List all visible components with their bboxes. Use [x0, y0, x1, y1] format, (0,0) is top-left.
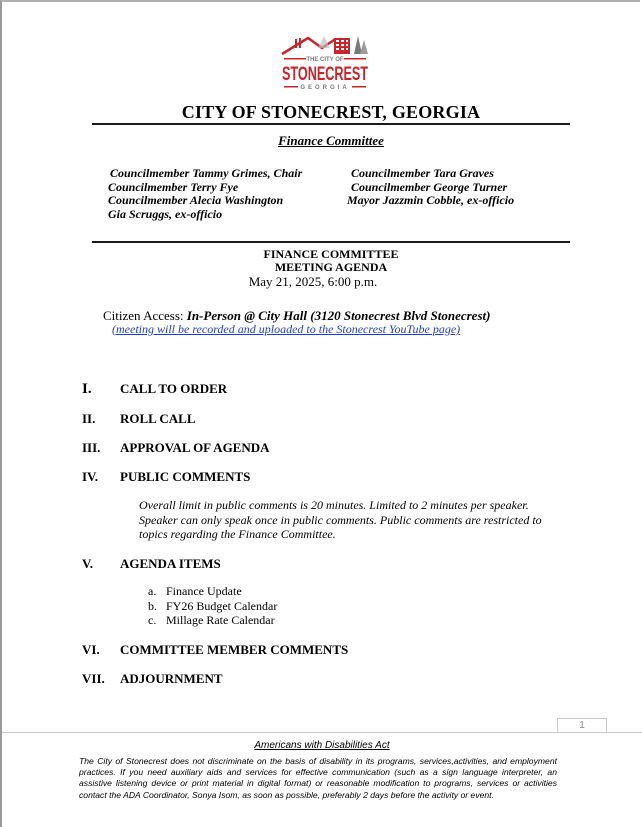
section-number: IV. — [82, 469, 99, 484]
section-title: PUBLIC COMMENTS — [120, 469, 251, 484]
meeting-heading-line1: FINANCE COMMITTEE — [263, 247, 399, 261]
member-name: Gia Scruggs, ex-officio — [108, 206, 223, 221]
section-title: APPROVAL OF AGENDA — [120, 440, 270, 455]
logo-text-stonecrest: STONECREST — [282, 64, 369, 85]
page-number: 1 — [557, 718, 607, 732]
logo-text-city-of: THE CITY OF — [306, 57, 344, 63]
footer-divider — [2, 732, 642, 733]
citizen-access-label: Citizen Access: — [103, 308, 187, 323]
section-number: I. — [82, 381, 92, 397]
item-letter: b. — [148, 599, 157, 613]
section-number: V. — [82, 556, 93, 571]
committee-subtitle: Finance Committee — [278, 133, 384, 148]
page-title: CITY OF STONECREST, GEORGIA — [181, 102, 481, 122]
citizen-access-location: In-Person @ City Hall (3120 Stonecrest Blvd Stonecrest) — [186, 308, 491, 323]
member-name: Councilmember Alecia Washington — [108, 193, 284, 207]
section-title: ADJOURNMENT — [120, 671, 223, 686]
agenda-section-4 — [82, 469, 250, 485]
section-title: AGENDA ITEMS — [120, 556, 221, 571]
logo-text-georgia: GEORGIA — [300, 85, 350, 91]
meeting-datetime: May 21, 2025, 6:00 p.m. — [248, 274, 378, 289]
item-letter: c. — [148, 613, 157, 627]
member-name: Councilmember Tara Graves — [351, 166, 494, 180]
agenda-item — [148, 584, 242, 599]
header-divider — [92, 123, 570, 125]
members-left-column — [108, 167, 302, 221]
city-logo — [278, 30, 372, 94]
item-label: Millage Rate Calendar — [166, 613, 275, 627]
section-title: CALL TO ORDER — [120, 381, 228, 396]
agenda-section-3 — [82, 440, 270, 456]
item-letter: a. — [148, 584, 157, 598]
agenda-section-2 — [82, 411, 196, 427]
agenda-item — [148, 613, 275, 628]
section-title: ROLL CALL — [120, 411, 196, 426]
agenda-section-7 — [82, 671, 223, 687]
section-number: III. — [82, 440, 101, 455]
agenda-section-5 — [82, 556, 221, 572]
ada-statement: The City of Stonecrest does not discriminate on the basis of disability in its programs, services,activities, and employment practices. If you need auxiliary aids and services for effective communication (such as a sign language interpreter, an assistive listening device or print material in digital format) or reasonable modification to programs, services or activities contact the ADA Coordinator, Sonya Isom, as soon as possible, preferably 2 days before the activity or event. — [79, 756, 557, 800]
public-comments-note: Overall limit in public comments is 20 minutes. Limited to 2 minutes per speaker. Speaker can only speak once in public comments. Public comments are restricted to topics regarding the Finance Committee. — [139, 498, 542, 541]
agenda-section-1 — [82, 381, 227, 398]
members-divider — [92, 241, 570, 243]
item-label: FY26 Budget Calendar — [166, 599, 278, 613]
member-name: Councilmember George Turner — [351, 179, 508, 194]
section-number: II. — [82, 411, 96, 426]
member-name: Councilmember Terry Fye — [108, 179, 239, 194]
meeting-heading-line2: MEETING AGENDA — [274, 260, 388, 274]
member-name: Mayor Jazzmin Cobble, ex-officio — [347, 193, 515, 207]
item-label: Finance Update — [166, 584, 242, 598]
section-number: VII. — [82, 671, 105, 686]
section-title: COMMITTEE MEMBER COMMENTS — [120, 642, 349, 657]
logo-graphic-icon — [278, 30, 372, 94]
member-name: Councilmember Tammy Grimes, Chair — [110, 166, 303, 180]
agenda-item — [148, 599, 277, 614]
section-number: VI. — [82, 642, 100, 657]
youtube-recording-link[interactable]: (meeting will be recorded and uploaded to the Stonecrest YouTube page) — [112, 322, 461, 336]
members-right-column — [347, 166, 515, 208]
agenda-section-6 — [82, 642, 348, 658]
ada-title: Americans with Disabilities Act — [254, 740, 390, 751]
